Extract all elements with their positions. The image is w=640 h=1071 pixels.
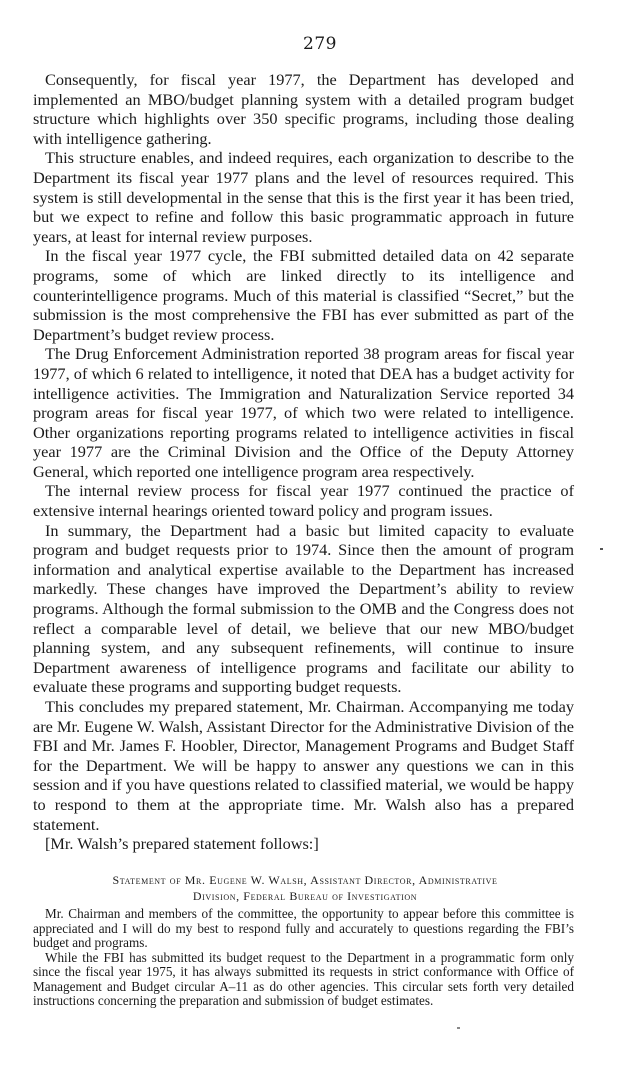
statement-paragraph-opening: Mr. Chairman and members of the committee, the opportunity to appear before this committee is appreciated and I will do my best to respond fully and accurately to questions regarding the FBI’s budget and programs. — [33, 906, 574, 950]
statement-body-text — [33, 907, 574, 1009]
paragraph-fbi-submission: In the fiscal year 1977 cycle, the FBI submitted detailed data on 42 separate programs, some of which are linked directly to its intelligence and counterintelligence programs. Much of this material is classified “Secret,” but the submission is the most comprehensive the FBI has ever submitted as part of the Department’s budget review process. — [33, 246, 574, 344]
paragraph-summary: In summary, the Department had a basic but limited capacity to evaluate program and budget requests prior to 1974. Since then the amount of program information and analytical expertise available to the Department has increased markedly. These changes have improved the Department’s ability to review programs. Although the formal submission to the OMB and the Congress does not reflect a comparable level of detail, we believe that our new MBO/budget planning system, and any subsequent refinements, will continue to insure Department awareness of intelligence programs and facilitate our ability to evaluate these programs and supporting budget requests. — [33, 520, 574, 697]
margin-mark — [600, 548, 603, 550]
scan-speck — [457, 1027, 460, 1029]
statement-heading — [25, 872, 585, 904]
paragraph-mbo-system: Consequently, for fiscal year 1977, the Department has developed and implemented an MBO/budget planning system with a detailed program budget structure which highlights over 350 specific programs, including those dealing with intelligence gathering. — [33, 70, 574, 148]
page-number: 279 — [303, 34, 337, 54]
statement-paragraph-circular: While the FBI has submitted its budget request to the Department in a programmatic form only since the fiscal year 1975, it has always submitted its requests in strict conformance with Office of Management and Budget circular A–11 as do other agencies. This circular sets forth very detailed instructions concerning the preparation and submission of budget estimates. — [33, 949, 574, 1008]
main-body-text — [33, 70, 574, 854]
paragraph-dea-ins: The Drug Enforcement Administration reported 38 program areas for fiscal year 1977, of which 6 related to intelligence, it noted that DEA has a budget activity for intelligence activities. The Immigration and Naturalization Service reported 34 program areas for fiscal year 1977, of which two were related to intelligence. Other organizations reporting programs related to intelligence activities in fiscal year 1977 are the Criminal Division and the Office of the Deputy Attorney General, which reported one intelligence program area respectively. — [33, 344, 574, 481]
paragraph-conclusion: This concludes my prepared statement, Mr. Chairman. Accompanying me today are Mr. Eugene W. Walsh, Assistant Director for the Administrative Division of the FBI and Mr. James F. Hoobler, Director, Management Programs and Budget Staff for the Department. We will be happy to answer any questions we can in this session and if you have questions related to classified material, we would be happy to respond to them at the appropriate time. Mr. Walsh also has a prepared statement. — [33, 697, 574, 834]
paragraph-structure: This structure enables, and indeed requires, each organization to describe to the Department its fiscal year 1977 plans and the level of resources required. This system is still developmental in the sense that this is the first year it has been tried, but we expect to refine and follow this basic programmatic approach in future years, at least for internal review purposes. — [33, 148, 574, 246]
statement-heading-line-1: Statement of Mr. Eugene W. Walsh, Assistant Director, Administrative — [112, 873, 498, 887]
bracket-note: [Mr. Walsh’s prepared statement follows:] — [45, 834, 319, 854]
statement-heading-line-2: Division, Federal Bureau of Investigation — [192, 889, 418, 903]
paragraph-internal-review: The internal review process for fiscal year 1977 continued the practice of extensive internal hearings oriented toward policy and program issues. — [33, 481, 574, 521]
